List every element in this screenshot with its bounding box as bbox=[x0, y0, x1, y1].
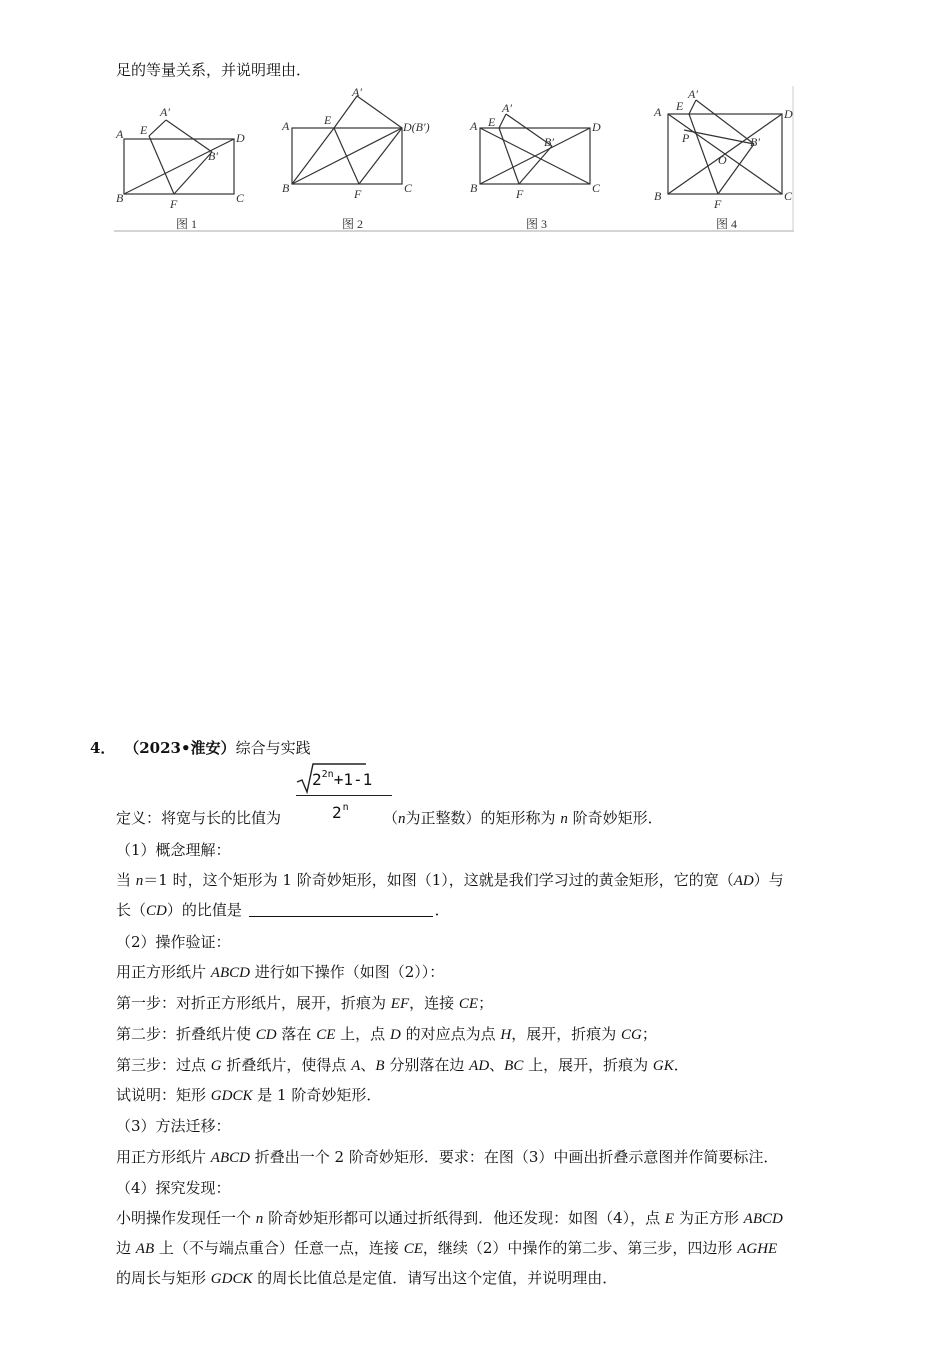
fig3-label-B: B bbox=[470, 181, 478, 195]
fig4-label-O: O bbox=[718, 153, 727, 167]
fig3-label-D: D bbox=[592, 120, 601, 134]
fig4-label-A-prime: A′ bbox=[688, 87, 698, 101]
formula-numerator: $2^{2n}+1-1$ bbox=[312, 769, 373, 789]
fig4-label-B: B bbox=[654, 189, 662, 203]
fig1-label-A: A bbox=[116, 127, 124, 141]
fig1-label-E: E bbox=[140, 123, 148, 137]
fig4-label-P: P bbox=[682, 131, 690, 145]
fig3-label-E: E bbox=[488, 115, 496, 129]
part3-line1: 用正方形纸片 ABCD 折叠出一个 2 阶奇妙矩形．要求：在图（3）中画出折叠示意图并作简要标注． bbox=[116, 1148, 779, 1166]
question-title: 综合与实践 bbox=[235, 739, 311, 757]
fig4-label-E: E bbox=[676, 99, 684, 113]
fig4-caption: 图 4 bbox=[716, 217, 738, 231]
fig1-label-F: F bbox=[170, 197, 178, 211]
part4-line1: 小明操作发现任一个 n 阶奇妙矩形都可以通过折纸得到．他还发现：如图（4），点 E 为正方形 ABCD bbox=[116, 1209, 783, 1227]
fraction-bar bbox=[296, 795, 392, 796]
answer-blank[interactable] bbox=[249, 902, 433, 917]
part2-line2: 第一步：对折正方形纸片，展开，折痕为 EF，连接 CE； bbox=[116, 994, 494, 1012]
fig4-label-B-prime: B′ bbox=[750, 135, 760, 149]
fig1-label-A-prime: A′ bbox=[160, 105, 170, 119]
part2-heading: （2）操作验证： bbox=[116, 933, 231, 951]
figure-3 bbox=[480, 114, 590, 184]
question-number: 4． bbox=[90, 739, 116, 757]
geometry-figures bbox=[114, 86, 794, 232]
figure-4 bbox=[668, 100, 782, 194]
fig3-label-A: A bbox=[470, 119, 478, 133]
figures-strip bbox=[114, 86, 794, 232]
formula-denominator: 2$^n$ bbox=[332, 802, 349, 822]
question-source: （2023•淮安） bbox=[124, 739, 236, 757]
fig2-label-D-B-prime: D(B′) bbox=[403, 120, 430, 134]
fig3-label-B-prime: B′ bbox=[544, 135, 554, 149]
fig4-label-A: A bbox=[654, 105, 662, 119]
fig2-label-B: B bbox=[282, 181, 290, 195]
fig2-label-A-prime: A′ bbox=[352, 86, 362, 99]
fig4-label-D: D bbox=[784, 107, 793, 121]
fig1-caption: 图 1 bbox=[176, 217, 198, 231]
question-header bbox=[90, 738, 311, 758]
continuation-text: 足的等量关系，并说明理由． bbox=[116, 61, 312, 79]
part4-heading: （4）探究发现： bbox=[116, 1179, 231, 1197]
fig2-caption: 图 2 bbox=[342, 217, 364, 231]
part1-line1: 当 n＝1 时，这个矩形为 1 阶奇妙矩形，如图（1），这就是我们学习过的黄金矩形，它的宽（AD）与 bbox=[116, 871, 784, 889]
fig4-label-C: C bbox=[784, 189, 793, 203]
part1-line2: 长（CD）的比值是 ． bbox=[116, 901, 450, 919]
figure-2 bbox=[292, 96, 402, 184]
part1-heading: （1）概念理解： bbox=[116, 841, 231, 859]
part3-heading: （3）方法迁移： bbox=[116, 1117, 231, 1135]
definition-line: 定义：将宽与长的比值为 （n为正整数）的矩形称为 n 阶奇妙矩形． bbox=[116, 809, 663, 827]
fig2-label-E: E bbox=[324, 113, 332, 127]
fig1-label-B-prime: B′ bbox=[208, 149, 218, 163]
part2-line1: 用正方形纸片 ABCD 进行如下操作（如图（2））： bbox=[116, 963, 445, 981]
fig2-label-A: A bbox=[282, 119, 290, 133]
part2-line5: 试说明：矩形 GDCK 是 1 阶奇妙矩形． bbox=[116, 1086, 382, 1104]
part2-line3: 第二步：折叠纸片使 CD 落在 CE 上，点 D 的对应点为点 H，展开，折痕为 CG； bbox=[116, 1025, 657, 1043]
fig2-label-F: F bbox=[354, 187, 362, 201]
fig3-label-C: C bbox=[592, 181, 601, 195]
part4-line2: 边 AB 上（不与端点重合）任意一点，连接 CE，继续（2）中操作的第二步、第三步，四边形 AGHE bbox=[116, 1239, 778, 1257]
fig3-label-A-prime: A′ bbox=[502, 101, 512, 115]
fig3-label-F: F bbox=[516, 187, 524, 201]
fig1-label-D: D bbox=[236, 131, 245, 145]
part2-line4: 第三步：过点 G 折叠纸片，使得点 A、B 分别落在边 AD、BC 上，展开，折痕为 GK． bbox=[116, 1056, 689, 1074]
fig3-caption: 图 3 bbox=[526, 217, 548, 231]
part4-line3: 的周长与矩形 GDCK 的周长比值总是定值．请写出这个定值，并说明理由． bbox=[116, 1269, 618, 1287]
fig4-label-F: F bbox=[714, 197, 722, 211]
fig2-label-C: C bbox=[404, 181, 413, 195]
fig1-label-C: C bbox=[236, 191, 245, 205]
fig1-label-B: B bbox=[116, 191, 124, 205]
